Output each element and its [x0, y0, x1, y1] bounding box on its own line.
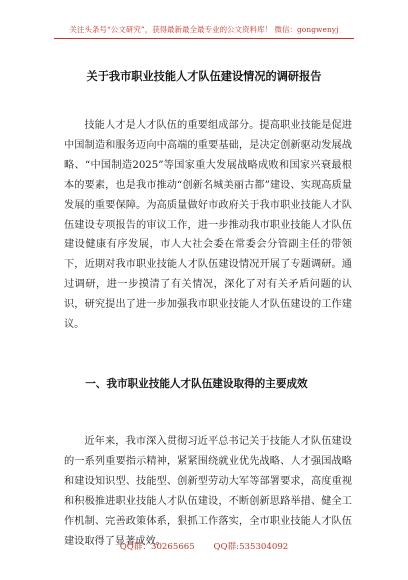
footer-qq-group-2: QQ群:535304092: [213, 542, 289, 552]
footer-qq-group-1: QQ群：30265665: [119, 542, 195, 552]
intro-paragraph: 技能人才是人才队伍的重要组成部分。提高职业技能是促进中国制造和服务迈向中高端的重要基础，是决定创新驱动发展战略、“中国制造2025”等国家重大发展战略成败和国家兴衰最根本的要素，也是我市推动“创新名城美丽古都”建设、实现高质量发展的重要保障。为高质量做好市政府关于我市职业技能人才队伍建设专项报告的审议工作，进一步推动我市职业技能人才队伍建设健康有序发展，市人大社会委在常委会分管副主任的带领下，近期对我市职业技能人才队伍建设情况开展了专题调研。通过调研，进一步摸清了有关情况，深化了对有关矛盾问题的认识，研究提出了进一步加强我市职业技能人才队伍建设的工作建议。: [64, 120, 352, 331]
footer-contact: [0, 540, 408, 552]
section-paragraph: 近年来，我市深入贯彻习近平总书记关于技能人才队伍建设的一系列重要指示精神，紧紧围绕就业优先战略、人才强国战略和建设知识型、技能型、创新型劳动大军等部署要求，高度重视和积极推进职业技能人才队伍建设，不断创新思路举措、健全工作机制、完善政策体系，狠抓工作落实，全市职业技能人才队伍建设取得了显著成效。: [64, 436, 352, 547]
header-promo-note: 关注头条号“公文研究”，获得最新最全最专业的公文资料库！ 微信：gongwenyj: [69, 25, 339, 34]
document-title: 关于我市职业技能人才队伍建设情况的调研报告: [86, 69, 322, 83]
section-heading: 一、我市职业技能人才队伍建设取得的主要成效: [85, 378, 308, 390]
header-divider: [54, 38, 354, 39]
